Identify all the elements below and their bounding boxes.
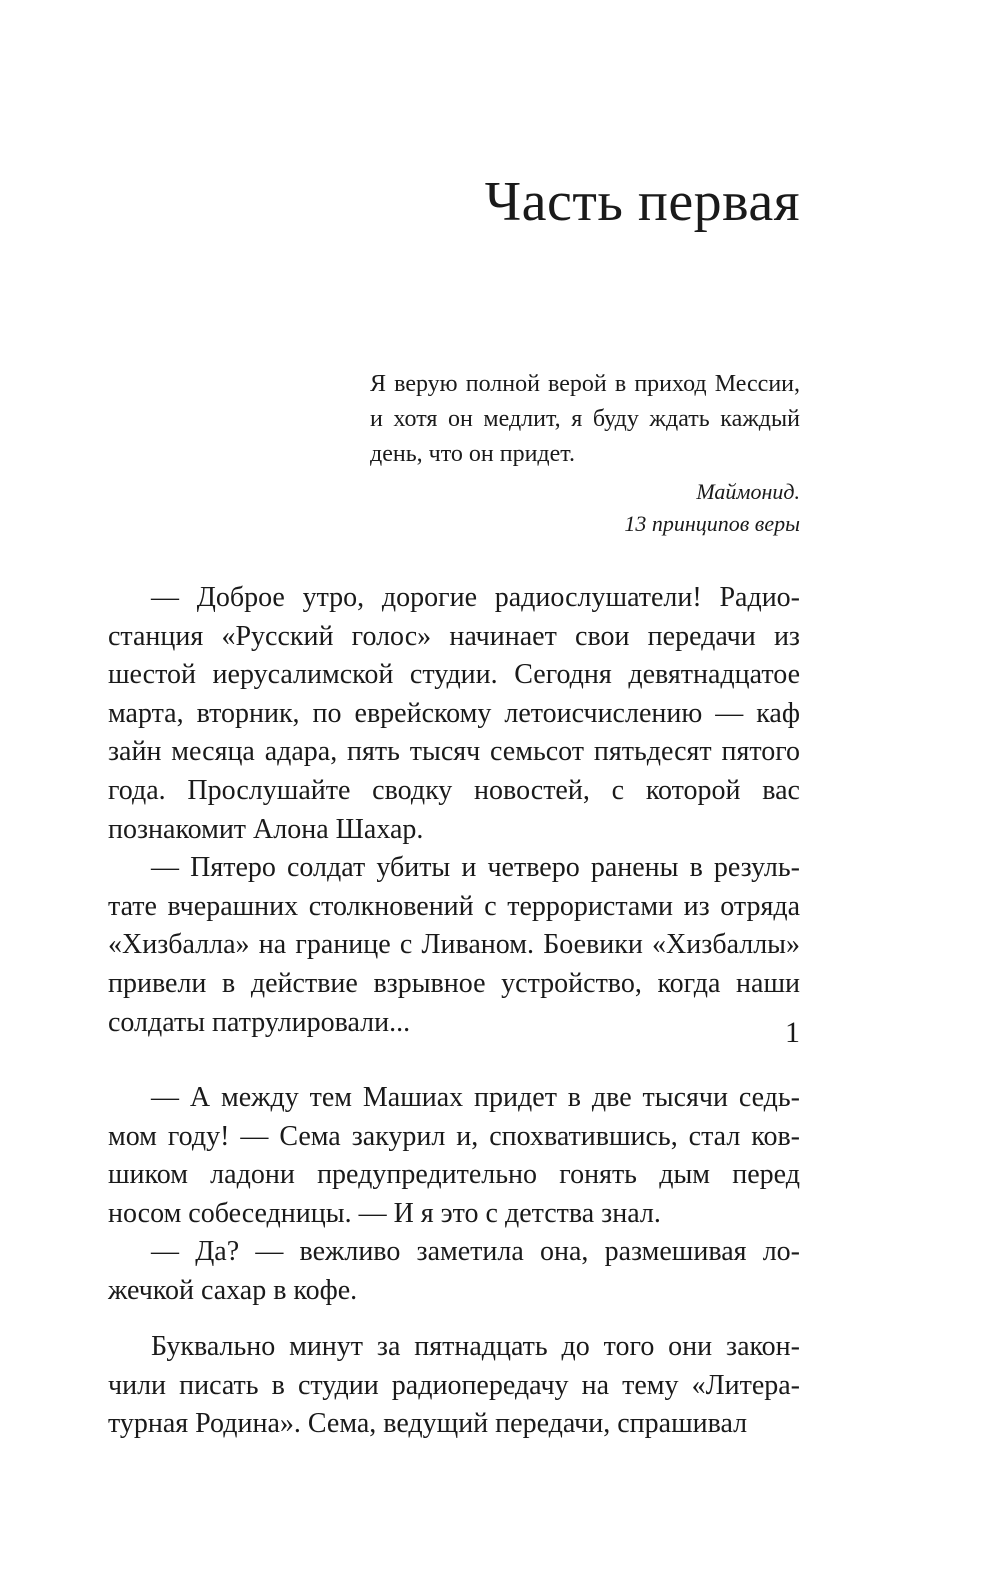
epigraph-attribution xyxy=(370,476,800,540)
section-number: 1 xyxy=(785,1016,800,1049)
epigraph-text: Я верую полной верой в приход Мессии, и хотя он медлит, я буду ждать каждый день, что он придет. xyxy=(370,371,800,467)
narrative-paragraph-1: Буквально минут за пятнадцать до того они закончили писать в студии радиопередачу на тему «Литературная Родина». Сема, ведущий передачи, спрашивал xyxy=(108,1331,800,1440)
dialog-paragraph-1: — А между тем Машиах придет в две тысячи седьмом году! — Сема закурил и, спохватившись, стал ковшиком ладони предупредительно гонять дым перед носом собеседницы. — И я это с детства знал. xyxy=(108,1082,800,1229)
dialog-paragraph-2: — Да? — вежливо заметила она, размешивая ложечкой сахар в кофе. xyxy=(108,1236,800,1306)
part-title: Часть первая xyxy=(484,171,800,233)
dialog-block xyxy=(108,1079,800,1311)
radio-paragraph-1: — Доброе утро, дорогие радиослушатели! Радиостанция «Русский голос» начинает свои передачи из шестой иерусалимской студии. Сегодня девятнадцатое марта, вторник, по еврейскому летоисчислению — каф зайн месяца адара, пять тысяч семьсот пятьдесят пятого года. Прослушайте сводку новостей, с которой вас познакомит Алона Шахар. xyxy=(108,582,800,845)
radio-broadcast-block xyxy=(108,579,800,1042)
narrative-block xyxy=(108,1328,800,1444)
book-page xyxy=(108,0,800,1584)
radio-paragraph-2: — Пятеро солдат убиты и четверо ранены в результате вчерашних столкновений с террористами из отряда «Хизбалла» на границе с Ливаном. Боевики «Хизбаллы» привели в действие взрывное устройство, когда наши солдаты патрулировали... xyxy=(108,852,800,1038)
epigraph-work: 13 принципов веры xyxy=(624,511,800,536)
epigraph xyxy=(370,367,800,540)
epigraph-author: Маймонид. xyxy=(696,479,800,504)
